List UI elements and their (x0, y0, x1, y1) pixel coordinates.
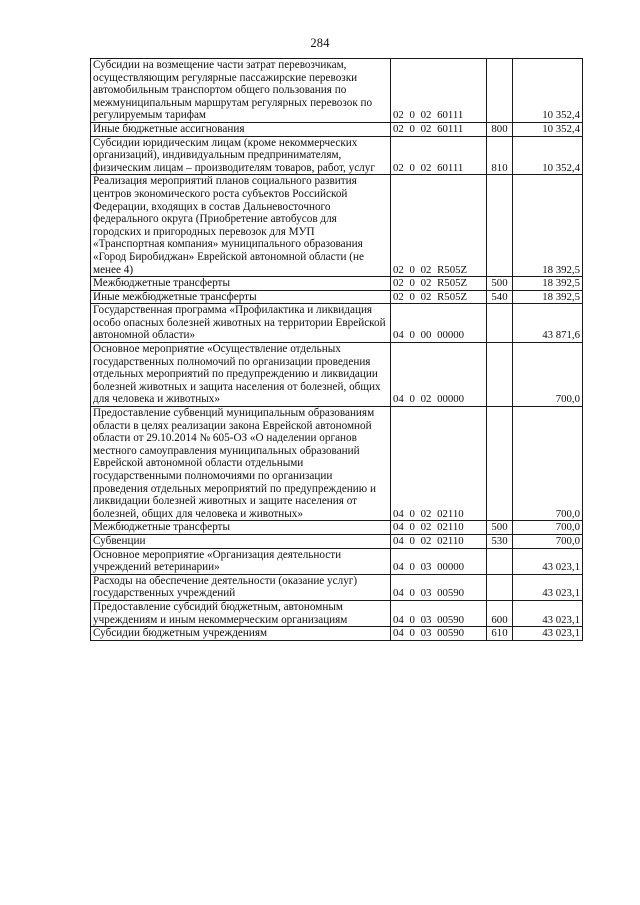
row-code: 02 0 02 60111 (391, 59, 487, 123)
row-code: 02 0 02 R505Z (391, 175, 487, 277)
row-expense-type: 500 (487, 521, 513, 535)
table-row (91, 304, 583, 343)
table-row (91, 574, 583, 600)
row-amount: 43 023,1 (513, 600, 583, 626)
row-name: Основное мероприятие «Организация деятельности учреждений ветеринарии» (91, 548, 391, 574)
row-expense-type (487, 304, 513, 343)
row-name: Межбюджетные трансферты (91, 521, 391, 535)
row-code: 02 0 02 R505Z (391, 290, 487, 304)
row-amount: 43 023,1 (513, 627, 583, 641)
table-row (91, 59, 583, 123)
row-expense-type: 600 (487, 600, 513, 626)
table-row (91, 175, 583, 277)
row-code: 02 0 02 60111 (391, 136, 487, 175)
row-amount: 43 871,6 (513, 304, 583, 343)
row-name: Субсидии юридическим лицам (кроме некоммерческих организаций), индивидуальным предпринимателям, физическим лицам – производителям товаров, работ, услуг (91, 136, 391, 175)
row-name: Предоставление субсидий бюджетным, автономным учреждениям и иным некоммерческим организациям (91, 600, 391, 626)
row-expense-type: 610 (487, 627, 513, 641)
row-name: Государственная программа «Профилактика и ликвидация особо опасных болезней животных на территории Еврейской автономной области» (91, 304, 391, 343)
row-name: Расходы на обеспечение деятельности (оказание услуг) государственных учреждений (91, 574, 391, 600)
row-expense-type: 530 (487, 534, 513, 548)
table-row (91, 534, 583, 548)
row-code: 04 0 02 02110 (391, 407, 487, 521)
row-amount: 700,0 (513, 521, 583, 535)
table-row (91, 627, 583, 641)
table-row (91, 122, 583, 136)
row-code: 02 0 02 60111 (391, 122, 487, 136)
row-amount: 18 392,5 (513, 290, 583, 304)
row-code: 04 0 03 00590 (391, 600, 487, 626)
row-expense-type (487, 548, 513, 574)
row-name: Субвенции (91, 534, 391, 548)
row-amount: 18 392,5 (513, 175, 583, 277)
table-row (91, 548, 583, 574)
row-name: Субсидии бюджетным учреждениям (91, 627, 391, 641)
row-amount: 700,0 (513, 407, 583, 521)
row-code: 04 0 03 00000 (391, 548, 487, 574)
row-expense-type: 800 (487, 122, 513, 136)
row-amount: 700,0 (513, 534, 583, 548)
row-expense-type (487, 574, 513, 600)
row-name: Иные бюджетные ассигнования (91, 122, 391, 136)
row-expense-type (487, 343, 513, 407)
row-expense-type (487, 407, 513, 521)
row-code: 04 0 03 00590 (391, 627, 487, 641)
row-expense-type: 540 (487, 290, 513, 304)
table-row (91, 290, 583, 304)
page-number: 284 (310, 36, 330, 50)
row-name: Субсидии на возмещение части затрат перевозчикам, осуществляющим регулярные пассажирские перевозки автомобильным транспортом общего пользования по межмуниципальным маршрутам регулярных перевозок по регулируемым тарифам (91, 59, 391, 123)
row-name: Основное мероприятие «Осуществление отдельных государственных полномочий по организации проведения отдельных мероприятий по предупреждению и ликвидации болезней животных и защита населения от болезней, общих для человека и животных» (91, 343, 391, 407)
budget-table (90, 58, 583, 641)
table-row (91, 600, 583, 626)
row-code: 04 0 02 02110 (391, 534, 487, 548)
row-name: Иные межбюджетные трансферты (91, 290, 391, 304)
row-code: 04 0 00 00000 (391, 304, 487, 343)
row-code: 02 0 02 R505Z (391, 277, 487, 291)
table-row (91, 407, 583, 521)
row-amount: 10 352,4 (513, 122, 583, 136)
row-amount: 10 352,4 (513, 59, 583, 123)
row-code: 04 0 02 02110 (391, 521, 487, 535)
row-name: Межбюджетные трансферты (91, 277, 391, 291)
row-expense-type (487, 59, 513, 123)
table-row (91, 136, 583, 175)
table-row (91, 521, 583, 535)
row-expense-type: 810 (487, 136, 513, 175)
row-expense-type (487, 175, 513, 277)
table-row (91, 277, 583, 291)
table-row (91, 343, 583, 407)
row-amount: 43 023,1 (513, 574, 583, 600)
row-amount: 43 023,1 (513, 548, 583, 574)
row-name: Предоставление субвенций муниципальным образованиям области в целях реализации закона Еврейской автономной области от 29.10.2014 № 605-ОЗ «О наделении органов местного самоуправления муниципальных образований Еврейской автономной области отдельными государственными полномочиями по организации проведения отдельных мероприятий по предупреждению и ликвидации болезней животных и защите населения от болезней, общих для человека и животных» (91, 407, 391, 521)
row-code: 04 0 03 00590 (391, 574, 487, 600)
row-amount: 10 352,4 (513, 136, 583, 175)
row-amount: 18 392,5 (513, 277, 583, 291)
row-expense-type: 500 (487, 277, 513, 291)
row-code: 04 0 02 00000 (391, 343, 487, 407)
row-amount: 700,0 (513, 343, 583, 407)
row-name: Реализация мероприятий планов социального развития центров экономического роста субъектов Российской Федерации, входящих в состав Дальневосточного федерального округа (Приобретение автобусов для городских и пригородных перевозок для МУП «Транспортная компания» муниципального образования «Город Биробиджан» Еврейской автономной области (не менее 4) (91, 175, 391, 277)
